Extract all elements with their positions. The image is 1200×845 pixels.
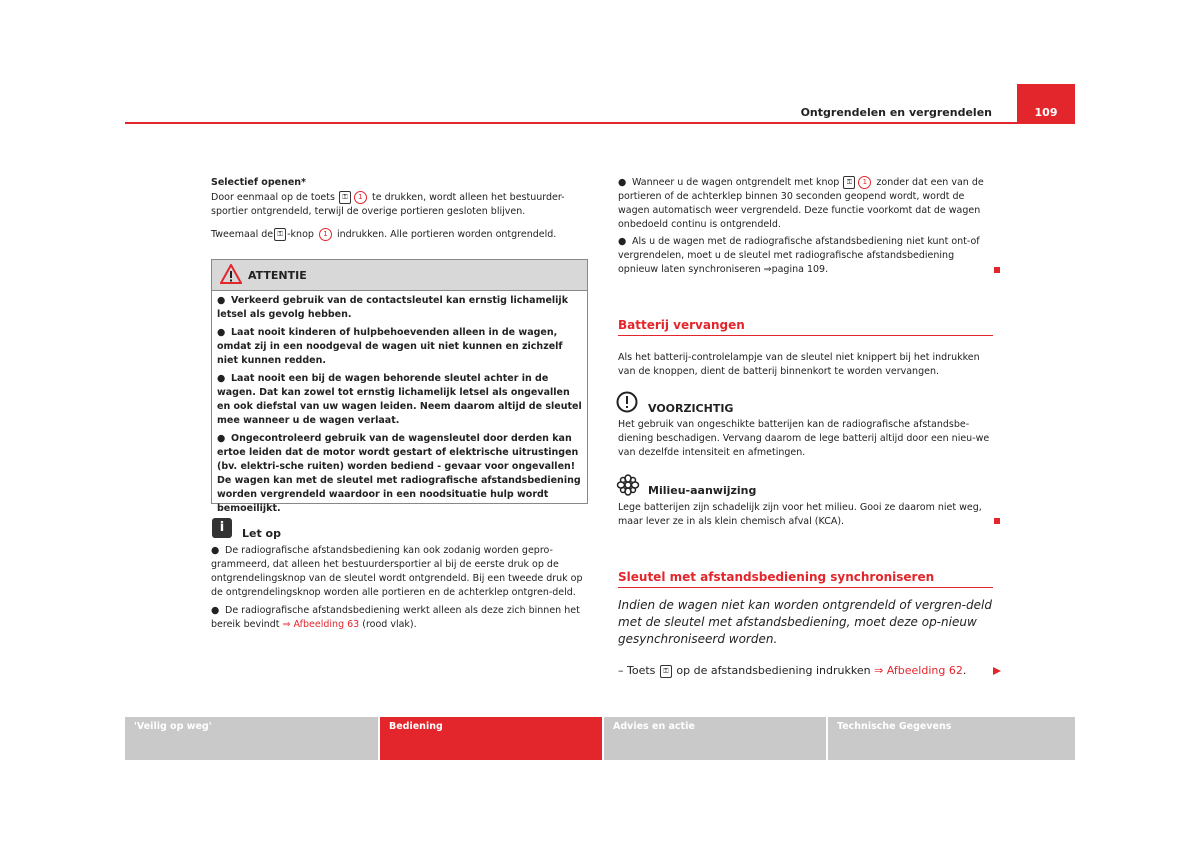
callout-1-icon: 1 bbox=[319, 228, 332, 241]
callout-1-icon: 1 bbox=[858, 176, 871, 189]
warning-item: ● Laat nooit kinderen of hulpbehoevenden alleen in de wagen, omdat zij in een noodgeval de wagen uit niet kunnen en zichzelf niet kunnen redden. bbox=[217, 327, 563, 366]
section-rule bbox=[618, 587, 993, 588]
caution-title: VOORZICHTIG bbox=[648, 402, 734, 415]
unlock-key-icon: ⚿ bbox=[339, 191, 351, 204]
battery-paragraph: Als het batterij-controlelampje van de sleutel niet knippert bij het indrukken van de knoppen, dient de batterij binnenkort te worden vervangen. bbox=[618, 352, 980, 377]
paragraph-selectief-2: Tweemaal de ⚿ -knop 1 indrukken. Alle portieren worden ontgrendeld. bbox=[211, 229, 557, 240]
note-title: Let op bbox=[242, 527, 281, 540]
header-rule bbox=[125, 122, 1075, 124]
sync-step: – Toets ⚿ op de afstandsbediening indrukken ⇒ Afbeelding 62. bbox=[618, 664, 967, 677]
environment-title: Milieu-aanwijzing bbox=[648, 484, 757, 497]
caution-exclamation-icon bbox=[616, 391, 638, 413]
warning-item: ● Ongecontroleerd gebruik van de wagensleutel door derden kan ertoe leiden dat de motor wordt gestart of elektrische uitrustingen (bv. elektri-sche ruiten) worden bediend - gevaar voor ongevallen! De wagen kan met de sleutel met radiografische afstandsbediening worden vergrendeld waardoor in een noodsituatie hulp wordt bemoeilijkt. bbox=[217, 433, 581, 514]
section-title-batterij: Batterij vervangen bbox=[618, 318, 745, 332]
footer-tab-bediening[interactable]: Bediening bbox=[380, 717, 602, 760]
note-body bbox=[211, 544, 586, 632]
warning-body bbox=[212, 291, 587, 516]
warning-box bbox=[211, 259, 588, 514]
left-intro bbox=[211, 176, 586, 242]
unlock-key-icon: ⚿ bbox=[660, 665, 672, 678]
unlock-key-icon: ⚿ bbox=[843, 176, 855, 189]
section-heading-selectief: Selectief openen* bbox=[211, 177, 307, 188]
end-of-section-marker bbox=[994, 518, 1000, 524]
footer-tab-advies-en-actie[interactable]: Advies en actie bbox=[604, 717, 826, 760]
note-item: ● De radiografische afstandsbediening kan ook zodanig worden gepro-grammeerd, dat alleen het bestuurdersportier al bij de eerste druk op de ontgrendelingsknop van de sleutel wordt ontgrendeld. Bij een tweede druk op de ontgrendelingsknop worden alle portieren en de achterklep ontgren-deld. bbox=[211, 545, 583, 598]
info-icon: i bbox=[212, 518, 232, 538]
warning-item: ● Verkeerd gebruik van de contactsleutel kan ernstig lichamelijk letsel als gevolg hebben. bbox=[217, 295, 569, 320]
unlock-key-icon: ⚿ bbox=[274, 228, 286, 241]
figure-63-link[interactable]: ⇒ Afbeelding 63 bbox=[282, 619, 360, 630]
warning-item: ● Laat nooit een bij de wagen behorende sleutel achter in de wagen. Dat kan zowel tot ernstig lichamelijk letsel als ongevallen en ook diefstal van uw wagen leiden. Neem daarom altijd de sleutel mee wanneer u de wagen verlaat. bbox=[217, 373, 582, 426]
page-number-box bbox=[1017, 84, 1075, 124]
warning-header bbox=[212, 260, 587, 291]
section-title-synchroniseren: Sleutel met afstandsbediening synchroniseren bbox=[618, 570, 935, 584]
running-header-title: Ontgrendelen en vergrendelen bbox=[800, 106, 992, 119]
warning-triangle-icon bbox=[220, 264, 242, 284]
right-bullet-item: ● Als u de wagen met de radiografische afstandsbediening niet kunt ont-of vergrendelen, moet u de sleutel met radiografische afstandsbediening opnieuw laten synchroniseren ⇒pagina 109. bbox=[618, 236, 980, 275]
end-of-section-marker bbox=[994, 267, 1000, 273]
warning-title: ATTENTIE bbox=[248, 269, 307, 282]
sync-lead: Indien de wagen niet kan worden ontgrendeld of vergren-deld met de sleutel met afstandsbediening, moet deze op-nieuw gesynchroniseerd worden. bbox=[618, 598, 992, 646]
paragraph-selectief-1: Door eenmaal op de toets ⚿ 1 te drukken, wordt alleen het bestuurder- sportier ontgrendeld, terwijl de overige portieren gesloten blijven. bbox=[211, 192, 565, 217]
right-bullet-item: ● Wanneer u de wagen ontgrendelt met knop ⚿ 1 zonder dat een van de portieren of de achterklep binnen 30 seconden geopend wordt, wordt de wagen automatisch weer vergrendeld. Deze functie voorkomt dat de wagen onbedoeld continu is ontgrendeld. bbox=[618, 177, 984, 230]
section-rule bbox=[618, 335, 993, 336]
environment-flower-icon bbox=[616, 474, 640, 496]
callout-1-icon: 1 bbox=[354, 191, 367, 204]
right-bullets bbox=[618, 176, 993, 277]
caution-text: Het gebruik van ongeschikte batterijen kan de radiografische afstandsbe-diening beschadigen. Vervang daarom de lege batterij altijd door een nieu-we van dezelfde intensiteit en afmetingen. bbox=[618, 419, 990, 458]
continue-arrow-icon bbox=[993, 667, 1001, 675]
environment-text: Lege batterijen zijn schadelijk zijn voor het milieu. Gooi ze daarom niet weg, maar lever ze in als klein chemisch afval (KCA). bbox=[618, 502, 982, 527]
note-item: ● De radiografische afstandsbediening werkt alleen als deze zich binnen het bereik bevindt ⇒ Afbeelding 63 (rood vlak). bbox=[211, 605, 580, 630]
footer-tab-technische-gegevens[interactable]: Technische Gegevens bbox=[828, 717, 1075, 760]
footer-tab-veilig-op-weg[interactable]: 'Veilig op weg' bbox=[125, 717, 378, 760]
page-number: 109 bbox=[1034, 106, 1058, 119]
figure-62-link[interactable]: ⇒ Afbeelding 62 bbox=[874, 664, 963, 677]
